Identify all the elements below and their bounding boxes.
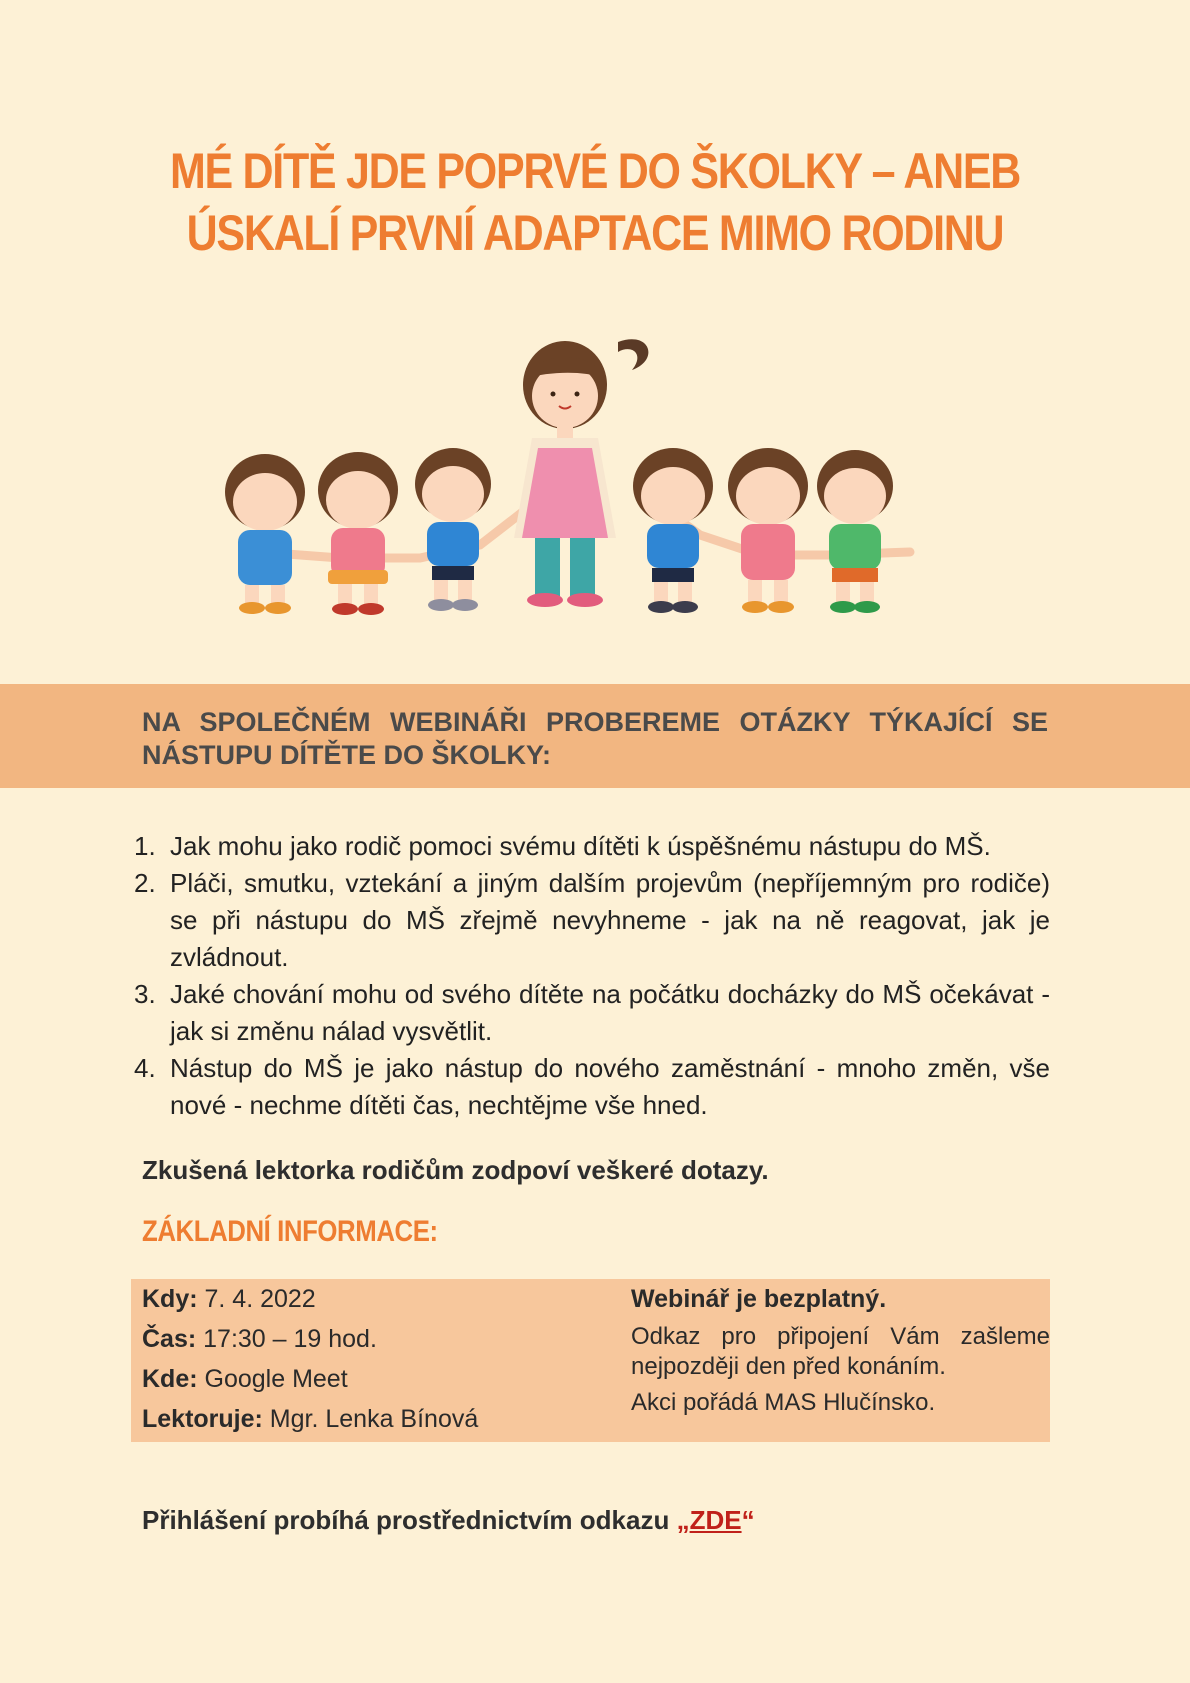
time-label: Čas: bbox=[142, 1325, 197, 1353]
close-quote: “ bbox=[741, 1505, 755, 1535]
page-title bbox=[83, 140, 1106, 264]
list-item-number: 4. bbox=[134, 1053, 156, 1083]
info-row-time bbox=[142, 1319, 612, 1359]
free-note: Webinář je bezplatný. bbox=[631, 1285, 887, 1313]
list-item-number: 2. bbox=[134, 868, 156, 898]
list-item-number: 3. bbox=[134, 979, 156, 1009]
basic-info-heading: ZÁKLADNÍ INFORMACE: bbox=[142, 1215, 438, 1248]
info-row-lecturer bbox=[142, 1399, 612, 1439]
child-figure bbox=[415, 448, 491, 611]
questions-list bbox=[128, 828, 1050, 1124]
lecturer-label: Lektoruje: bbox=[142, 1405, 263, 1433]
list-item-text: Pláči, smutku, vztekání a jiným dalším projevům (nepříjemným pro rodiče) se při nástupu do MŠ zřejmě nevyhneme - jak na ně reagovat, jak je zvládnout. bbox=[170, 868, 1050, 972]
list-item-text: Jaké chování mohu od svého dítěte na počátku docházky do MŠ očekávat - jak si změnu nálad vysvětlit. bbox=[170, 979, 1050, 1046]
child-figure bbox=[318, 452, 398, 615]
place-value: Google Meet bbox=[197, 1365, 348, 1393]
organizer-note: Akci pořádá MAS Hlučínsko. bbox=[631, 1389, 936, 1416]
signup-line bbox=[142, 1505, 755, 1536]
time-value: 17:30 – 19 hod. bbox=[196, 1325, 377, 1353]
teacher-figure bbox=[514, 339, 648, 607]
info-row-date bbox=[142, 1279, 612, 1319]
list-item bbox=[128, 976, 1050, 1050]
list-item-text: Jak mohu jako rodič pomoci svému dítěti k úspěšnému nástupu do MŠ. bbox=[170, 831, 991, 861]
child-figure bbox=[225, 454, 305, 614]
signup-link[interactable]: ZDE bbox=[689, 1505, 742, 1535]
lecturer-value: Mgr. Lenka Bínová bbox=[262, 1405, 479, 1433]
signup-text: Přihlášení probíhá prostřednictvím odkazu bbox=[142, 1505, 677, 1535]
list-item-text: Nástup do MŠ je jako nástup do nového zaměstnání - mnoho změn, vše nové - nechme dítěti čas, nechtějme vše hned. bbox=[170, 1053, 1050, 1120]
place-label: Kde: bbox=[142, 1365, 198, 1393]
title-line-2: ÚSKALÍ PRVNÍ ADAPTACE MIMO RODINU bbox=[186, 205, 1004, 261]
child-figure bbox=[817, 450, 893, 613]
list-item bbox=[128, 865, 1050, 976]
child-figure bbox=[728, 448, 808, 613]
teacher-with-children-illustration bbox=[220, 330, 970, 640]
info-details bbox=[142, 1279, 612, 1439]
lecturer-note: Zkušená lektorka rodičům zodpoví veškeré dotazy. bbox=[142, 1155, 769, 1185]
topic-band-text: NA SPOLEČNÉM WEBINÁŘI PROBEREME OTÁZKY TÝKAJÍCÍ SE NÁSTUPU DÍTĚTE DO ŠKOLKY: bbox=[142, 707, 1048, 770]
info-box bbox=[131, 1279, 1050, 1442]
list-item-number: 1. bbox=[134, 831, 156, 861]
date-label: Kdy: bbox=[142, 1285, 198, 1313]
info-notes bbox=[631, 1279, 1050, 1418]
date-value: 7. 4. 2022 bbox=[197, 1285, 316, 1313]
list-item bbox=[128, 828, 1050, 865]
title-line-1: MÉ DÍTĚ JDE POPRVÉ DO ŠKOLKY – ANEB bbox=[169, 143, 1021, 199]
open-quote: „ bbox=[676, 1505, 690, 1535]
list-item bbox=[128, 1050, 1050, 1124]
link-note: Odkaz pro připojení Vám zašleme nejpozději den před konáním. bbox=[631, 1323, 1050, 1380]
info-row-place bbox=[142, 1359, 612, 1399]
